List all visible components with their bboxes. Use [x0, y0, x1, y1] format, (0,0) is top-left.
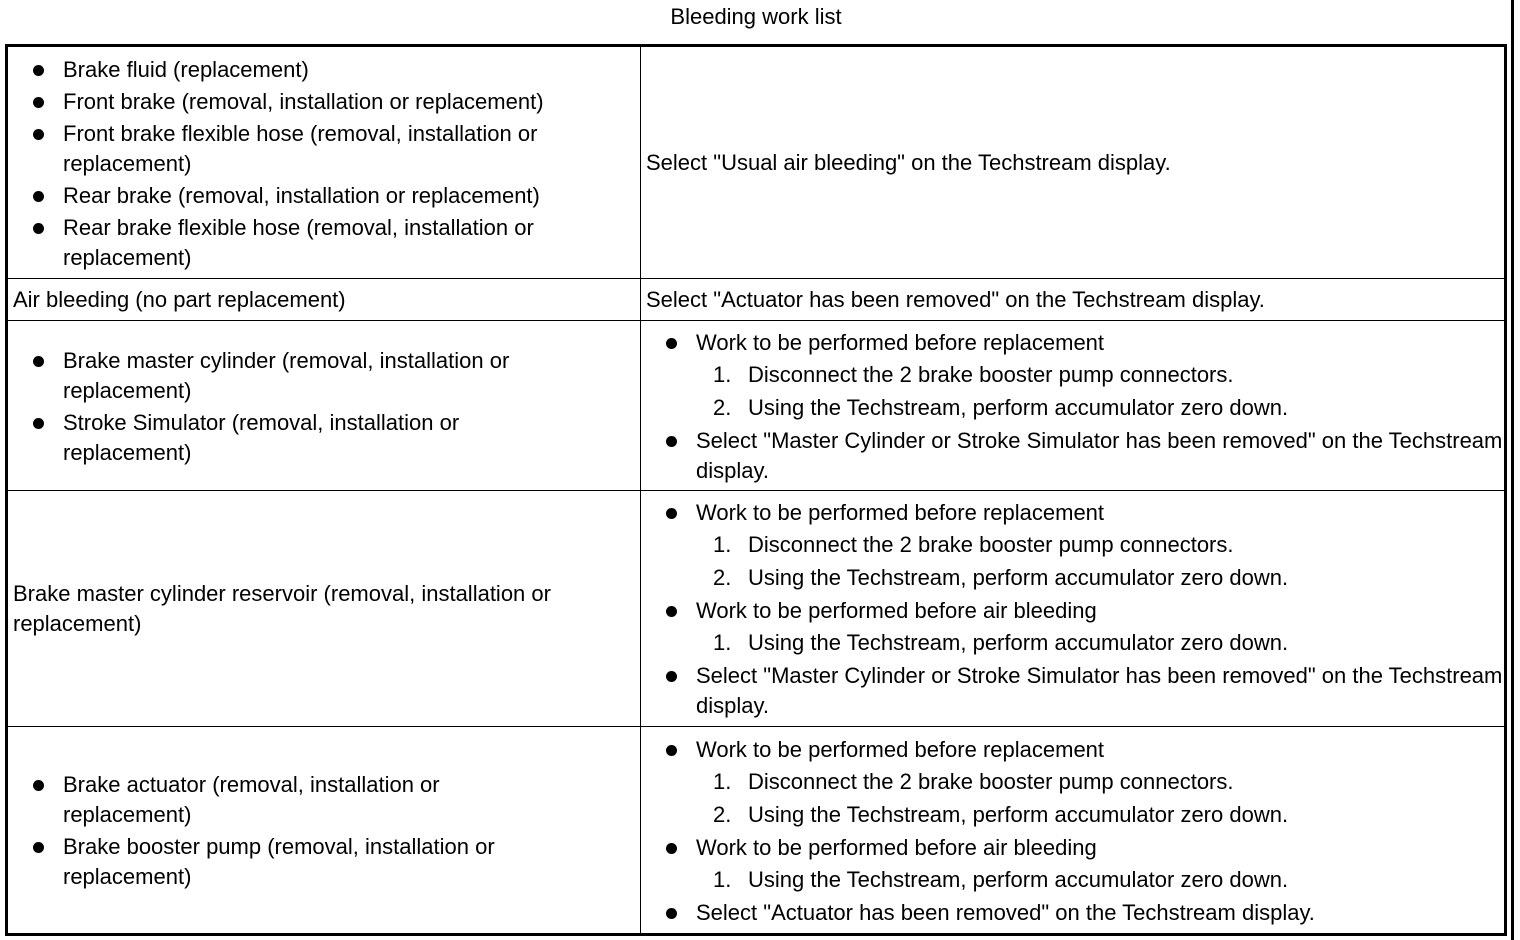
bullet-icon — [33, 65, 44, 76]
list-item: Brake booster pump (removal, installation or replacement) — [63, 832, 520, 892]
bullet-icon — [33, 780, 44, 791]
step-item: 1. Disconnect the 2 brake booster pump connectors. — [713, 532, 1234, 557]
bullet-list — [8, 50, 640, 276]
list-item: Work to be performed before air bleeding 1. Using the Techstream, perform accumulator zero down. — [696, 596, 1504, 659]
bullet-icon — [666, 508, 677, 519]
procedure-cell — [641, 321, 1506, 491]
work-cell — [7, 491, 641, 727]
page-edge-rule — [1511, 0, 1514, 940]
bullet-icon — [666, 671, 677, 682]
step-item: 2. Using the Techstream, perform accumulator zero down. — [713, 801, 1289, 827]
procedure-cell — [641, 727, 1506, 935]
bullet-icon — [33, 97, 44, 108]
step-list — [696, 358, 1504, 424]
bullet-list — [641, 323, 1504, 489]
procedure-cell — [641, 491, 1506, 727]
table-row — [7, 491, 1506, 727]
list-item: Rear brake (removal, installation or replacement) — [63, 181, 640, 211]
procedure-cell — [641, 46, 1506, 279]
step-item: 2. Using the Techstream, perform accumulator zero down. — [713, 394, 1289, 420]
page-title: Bleeding work list — [670, 4, 842, 29]
list-item: Work to be performed before replacement 1. Disconnect the 2 brake booster pump connectors. 2. Using the Techstream, perform accumulator zero down. — [696, 735, 1504, 831]
list-item: Front brake (removal, installation or replacement) — [63, 87, 640, 117]
list-item: Work to be performed before air bleeding 1. Using the Techstream, perform accumulator zero down. — [696, 833, 1504, 896]
bullet-list — [8, 341, 640, 471]
bullet-icon — [666, 338, 677, 349]
list-item: Brake actuator (removal, installation or replacement) — [63, 770, 520, 830]
step-item: 1. Disconnect the 2 brake booster pump connectors. — [713, 361, 1234, 387]
bullet-icon — [666, 908, 677, 919]
step-list — [696, 626, 1504, 659]
list-item: Front brake flexible hose (removal, installation or replacement) — [63, 119, 640, 179]
bullet-icon — [666, 745, 677, 756]
step-item: 2. Using the Techstream, perform accumulator zero down. — [713, 565, 1289, 590]
bullet-icon — [666, 436, 677, 447]
bullet-icon — [33, 356, 44, 367]
step-list — [696, 528, 1504, 594]
bullet-list — [8, 765, 640, 895]
bullet-icon — [33, 842, 44, 853]
step-item: 1. Using the Techstream, perform accumulator zero down. — [713, 866, 1289, 892]
work-text: Brake master cylinder reservoir (removal, installation or replacement) — [13, 580, 551, 636]
work-cell — [7, 727, 641, 935]
bullet-icon — [33, 418, 44, 429]
table-row — [7, 321, 1506, 491]
bullet-list — [641, 730, 1504, 931]
list-item: Select "Master Cylinder or Stroke Simulator has been removed" on the Techstream display. — [696, 426, 1504, 486]
step-item: 1. Disconnect the 2 brake booster pump connectors. — [713, 768, 1234, 794]
list-item: Brake master cylinder (removal, installation or replacement) — [63, 346, 580, 406]
table-row — [7, 727, 1506, 935]
bullet-icon — [666, 843, 677, 854]
bleeding-work-table — [5, 44, 1507, 936]
list-item: Work to be performed before replacement 1. Disconnect the 2 brake booster pump connectors. 2. Using the Techstream, perform accumulator zero down. — [696, 328, 1504, 424]
list-item: Brake fluid (replacement) — [63, 55, 640, 85]
table-row — [7, 279, 1506, 321]
work-cell — [7, 321, 641, 491]
work-cell — [7, 46, 641, 279]
procedure-cell — [641, 279, 1506, 321]
work-cell — [7, 279, 641, 321]
bullet-icon — [33, 129, 44, 140]
list-item: Select "Actuator has been removed" on the Techstream display. — [696, 898, 1504, 928]
procedure-text: Select "Usual air bleeding" on the Techstream display. — [646, 149, 1171, 175]
list-item: Stroke Simulator (removal, installation or replacement) — [63, 408, 580, 468]
step-list — [696, 765, 1504, 831]
bullet-icon — [33, 223, 44, 234]
bullet-icon — [666, 606, 677, 617]
list-item: Select "Master Cylinder or Stroke Simulator has been removed" on the Techstream display. — [696, 661, 1504, 721]
list-item: Rear brake flexible hose (removal, installation or replacement) — [63, 213, 640, 273]
procedure-text: Select "Actuator has been removed" on the Techstream display. — [646, 286, 1265, 312]
step-list — [696, 863, 1504, 896]
bullet-icon — [33, 191, 44, 202]
table-row — [7, 46, 1506, 279]
bullet-list — [641, 493, 1504, 724]
step-item: 1. Using the Techstream, perform accumulator zero down. — [713, 630, 1289, 655]
list-item: Work to be performed before replacement 1. Disconnect the 2 brake booster pump connectors. 2. Using the Techstream, perform accumulator zero down. — [696, 498, 1504, 594]
work-text: Air bleeding (no part replacement) — [13, 286, 346, 312]
